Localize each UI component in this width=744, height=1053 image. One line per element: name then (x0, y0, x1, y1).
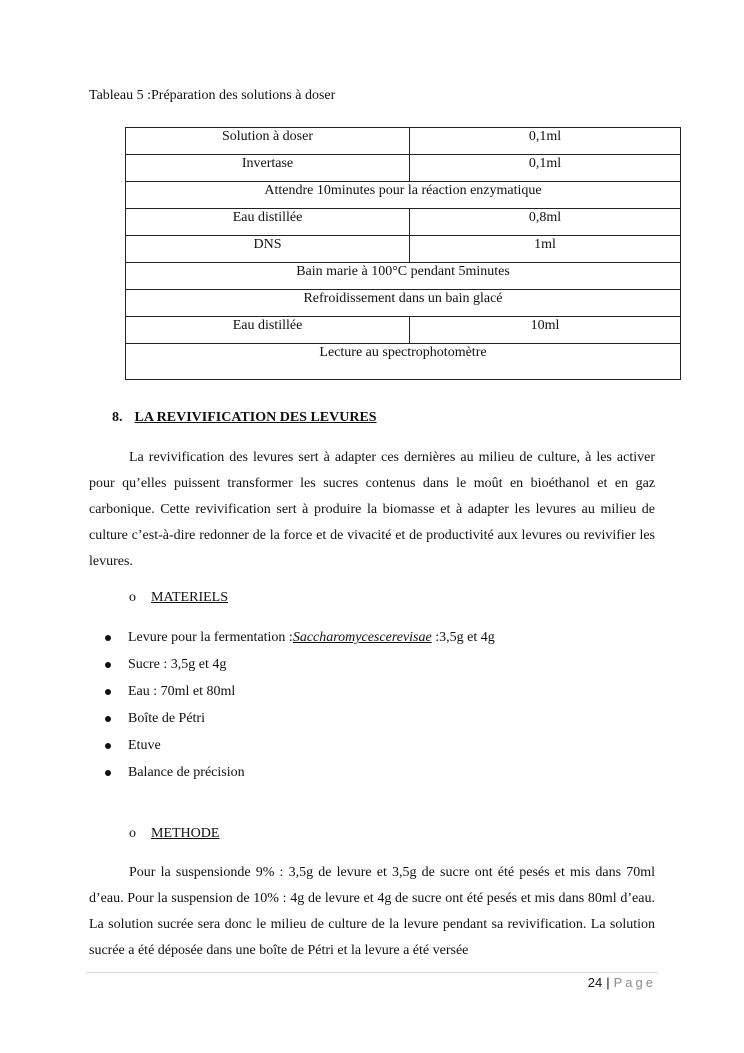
page-label: Page (613, 975, 656, 990)
table-caption: Tableau 5 :Préparation des solutions à doser (89, 88, 336, 103)
item-text: Sucre : 3,5g et 4g (128, 657, 227, 672)
section-title: LA REVIVIFICATION DES LEVURES (134, 410, 377, 425)
section-heading (112, 410, 377, 426)
circle-bullet-icon: o (129, 826, 136, 841)
table-cell: Refroidissement dans un bain glacé (126, 290, 681, 317)
bullet-icon (105, 716, 111, 722)
bullet-icon (105, 662, 111, 668)
item-suffix: :3,5g et 4g (431, 630, 495, 645)
table-cell: 10ml (410, 317, 681, 344)
page-number: 24 (587, 975, 603, 990)
methode-paragraph-text: Pour la suspensionde 9% : 3,5g de levure et 3,5g de sucre ont été pesés et mis dans 70ml d’eau. Pour la suspension de 10% : 4g de levure et 4g de sucre ont été pesés et mis dans 80ml d’eau. La solution sucrée sera donc le milieu de culture de la levure pendant sa revivification. La solution sucrée a été déposée dans une boîte de Pétri et la levure a été versée (89, 865, 655, 958)
footer-divider (86, 972, 658, 973)
bullet-icon (105, 689, 111, 695)
preparation-table (125, 127, 681, 380)
table-row (126, 155, 681, 182)
intro-paragraph (89, 445, 655, 575)
table-row (126, 263, 681, 290)
item-text: Boîte de Pétri (128, 711, 205, 726)
table-row (126, 317, 681, 344)
table-row (126, 344, 681, 380)
table-cell: 1ml (410, 236, 681, 263)
materials-list (89, 626, 495, 788)
table-row (126, 182, 681, 209)
list-item (89, 734, 495, 761)
materiels-heading (129, 590, 228, 606)
page-footer (588, 975, 656, 990)
item-text: Eau : 70ml et 80ml (128, 684, 236, 699)
footer-separator: | (606, 975, 610, 990)
table-cell: 0,8ml (410, 209, 681, 236)
circle-bullet-icon: o (129, 590, 136, 605)
table-row (126, 209, 681, 236)
table-cell: Attendre 10minutes pour la réaction enzymatique (126, 182, 681, 209)
list-item (89, 707, 495, 734)
bullet-icon (105, 770, 111, 776)
item-prefix: Levure pour la fermentation : (128, 630, 293, 645)
bullet-icon (105, 635, 111, 641)
section-number: 8. (112, 410, 123, 425)
item-text: Etuve (128, 738, 161, 753)
table-cell: Eau distillée (126, 209, 410, 236)
table-row (126, 290, 681, 317)
table-cell: DNS (126, 236, 410, 263)
materiels-title: MATERIELS (151, 590, 228, 605)
table-cell: Lecture au spectrophotomètre (126, 344, 681, 380)
yeast-species: Saccharomycescerevisae (292, 630, 432, 645)
table-cell: Bain marie à 100°C pendant 5minutes (126, 263, 681, 290)
bullet-icon (105, 743, 111, 749)
methode-paragraph (89, 860, 655, 964)
list-item (89, 680, 495, 707)
methode-title: METHODE (151, 826, 220, 841)
methode-heading (129, 826, 219, 842)
table-cell: 0,1ml (410, 128, 681, 155)
table-cell: Invertase (126, 155, 410, 182)
table-cell: 0,1ml (410, 155, 681, 182)
intro-paragraph-text: La revivification des levures sert à adapter ces dernières au milieu de culture, à les activer pour qu’elles puissent transformer les sucres contenus dans le moût en bioéthanol et en gaz carbonique. Cette revivification sert à produire la biomasse et à adapter les levures au milieu de culture c’est-à-dire redonner de la force et de vivacité et de productivité aux levures ou revivifier les levures. (89, 450, 655, 569)
table-cell: Eau distillée (126, 317, 410, 344)
table-row (126, 128, 681, 155)
table-row (126, 236, 681, 263)
item-text: Balance de précision (128, 765, 245, 780)
list-item (89, 761, 495, 788)
table-cell: Solution à doser (126, 128, 410, 155)
list-item (89, 626, 495, 653)
list-item (89, 653, 495, 680)
